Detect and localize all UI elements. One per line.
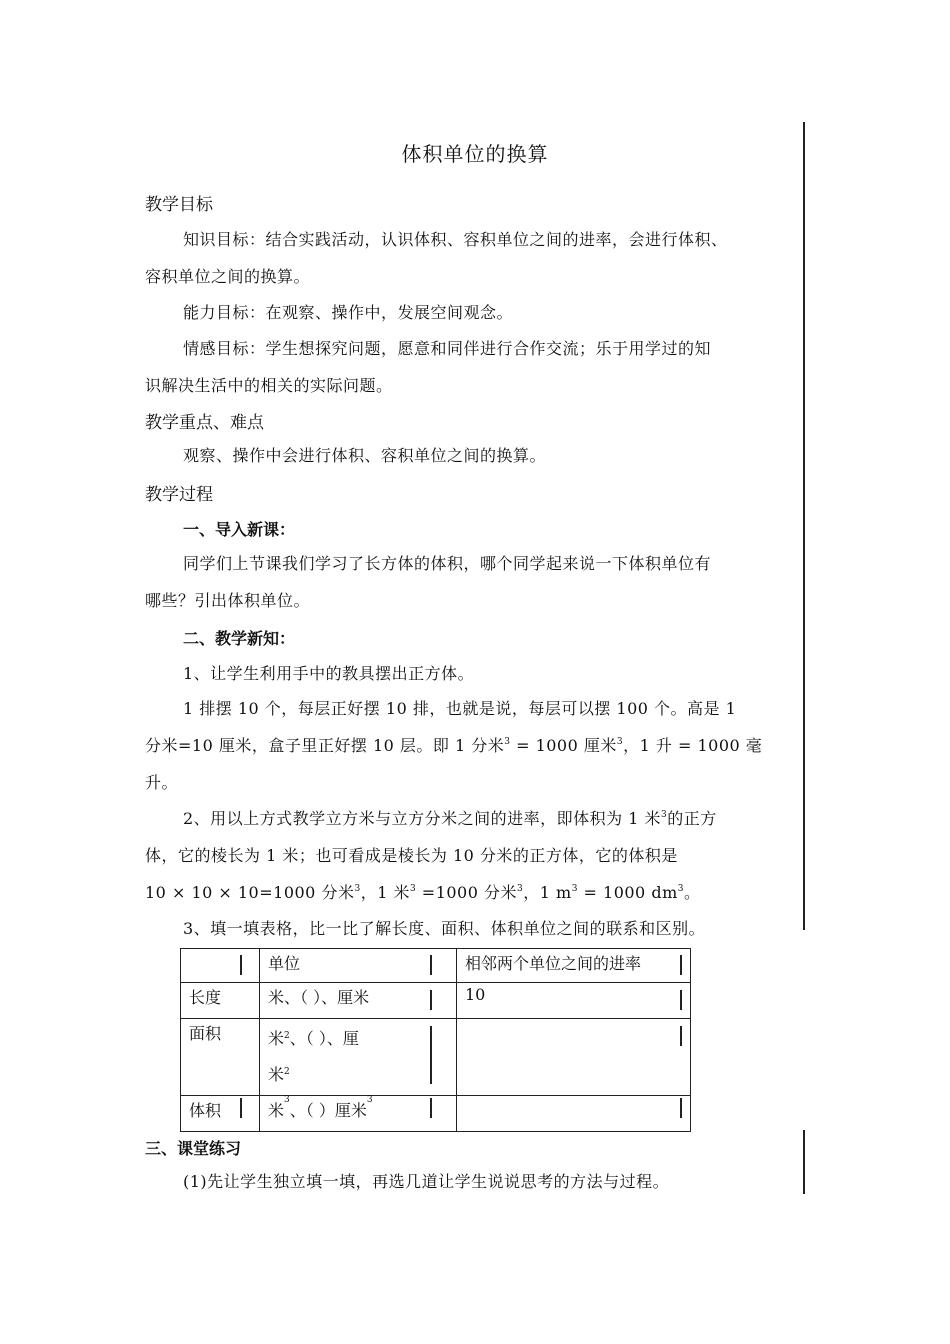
row-label-area: 面积 [181,1019,260,1096]
page-title: 体积单位的换算 [401,142,549,166]
units-table [180,948,691,1132]
step2-item1: 1、让学生利用手中的教具摆出正方体。 [183,664,475,683]
step2-para1-line1: 1 排摆 10 个，每层正好摆 10 排，也就是说，每层可以摆 100 个。高是 1 [183,699,737,718]
step1-text-line1: 同学们上节课我们学习了长方体的体积，哪个同学起来说一下体积单位有 [183,554,712,573]
table-header-rate: 相邻两个单位之间的进率 [457,949,691,983]
row-rate-length: 10 [457,983,691,1019]
goal-emotion-line1: 情感目标：学生想探究问题，愿意和同伴进行合作交流；乐于用学过的知 [183,339,712,358]
row-rate-volume [457,1096,691,1132]
cell-marker [240,955,242,975]
cell-marker [430,955,432,975]
step2-para1-line3: 升。 [145,773,179,792]
cell-marker [680,990,682,1010]
key-text: 观察、操作中会进行体积、容积单位之间的换算。 [183,446,547,465]
goal-knowledge-line1: 知识目标：结合实践活动，认识体积、容积单位之间的进率，会进行体积、 [183,230,728,249]
row-unit-area: 米$^2$、（ ）、厘 米$^2$ [260,1019,457,1096]
goal-emotion-line2: 识解决生活中的相关的实际问题。 [145,376,393,395]
goal-knowledge-line2: 容积单位之间的换算。 [145,267,311,286]
step1-heading: 一、导入新课： [183,520,296,539]
step2-heading: 二、教学新知： [183,629,296,648]
step2-para2-line2: 体，它的棱长为 1 米；也可看成是棱长为 10 分米的正方体，它的体积是 [145,846,678,865]
table-header-empty [181,949,260,983]
step2-para2-line3: 10 × 10 × 10=1000 分米$^3$，1 米$^3$ =1000 分米$^3$，1 $m^3 = 1000$ $dm^3$。 [145,883,701,902]
step3-text: (1)先让学生独立填一填，再选几道让学生说说思考的方法与过程。 [183,1172,670,1191]
key-heading: 教学重点、难点 [145,413,264,433]
cell-marker [240,1098,242,1118]
table-row [181,1096,691,1132]
table-header-unit: 单位 [260,949,457,983]
goals-heading: 教学目标 [145,195,213,215]
row-label-volume: 体积 [181,1096,260,1132]
step2-para1-line2: 分米=10 厘米，盒子里正好摆 10 层。即 1 分米$^3$ = 1000 厘米$^3$，1 升 = 1000 毫 [145,736,763,755]
row-unit-volume: 米$^3$、（ ）厘米$^3$ [260,1096,457,1132]
cell-marker [430,1098,432,1118]
process-heading: 教学过程 [145,485,213,505]
table-row [181,949,691,983]
row-label-length: 长度 [181,983,260,1019]
goal-ability: 能力目标：在观察、操作中，发展空间观念。 [183,303,514,322]
row-rate-area [457,1019,691,1096]
row-unit-length: 米、（ ）、厘米 [260,983,457,1019]
cell-marker [430,1026,432,1084]
step2-para2-line1: 2、用以上方式教学立方米与立方分米之间的进率，即体积为 1 米$^3$的正方 [183,809,717,828]
table-row [181,983,691,1019]
cell-marker [680,1026,682,1046]
cell-marker [430,990,432,1010]
table-row [181,1019,691,1096]
step1-text-line2: 哪些？引出体积单位。 [145,591,311,610]
step2-item3: 3、填一填表格，比一比了解长度、面积、体积单位之间的联系和区别。 [183,919,706,938]
step3-heading: 三、课堂练习 [145,1139,242,1158]
cell-marker [680,1098,682,1118]
cell-marker [680,955,682,975]
